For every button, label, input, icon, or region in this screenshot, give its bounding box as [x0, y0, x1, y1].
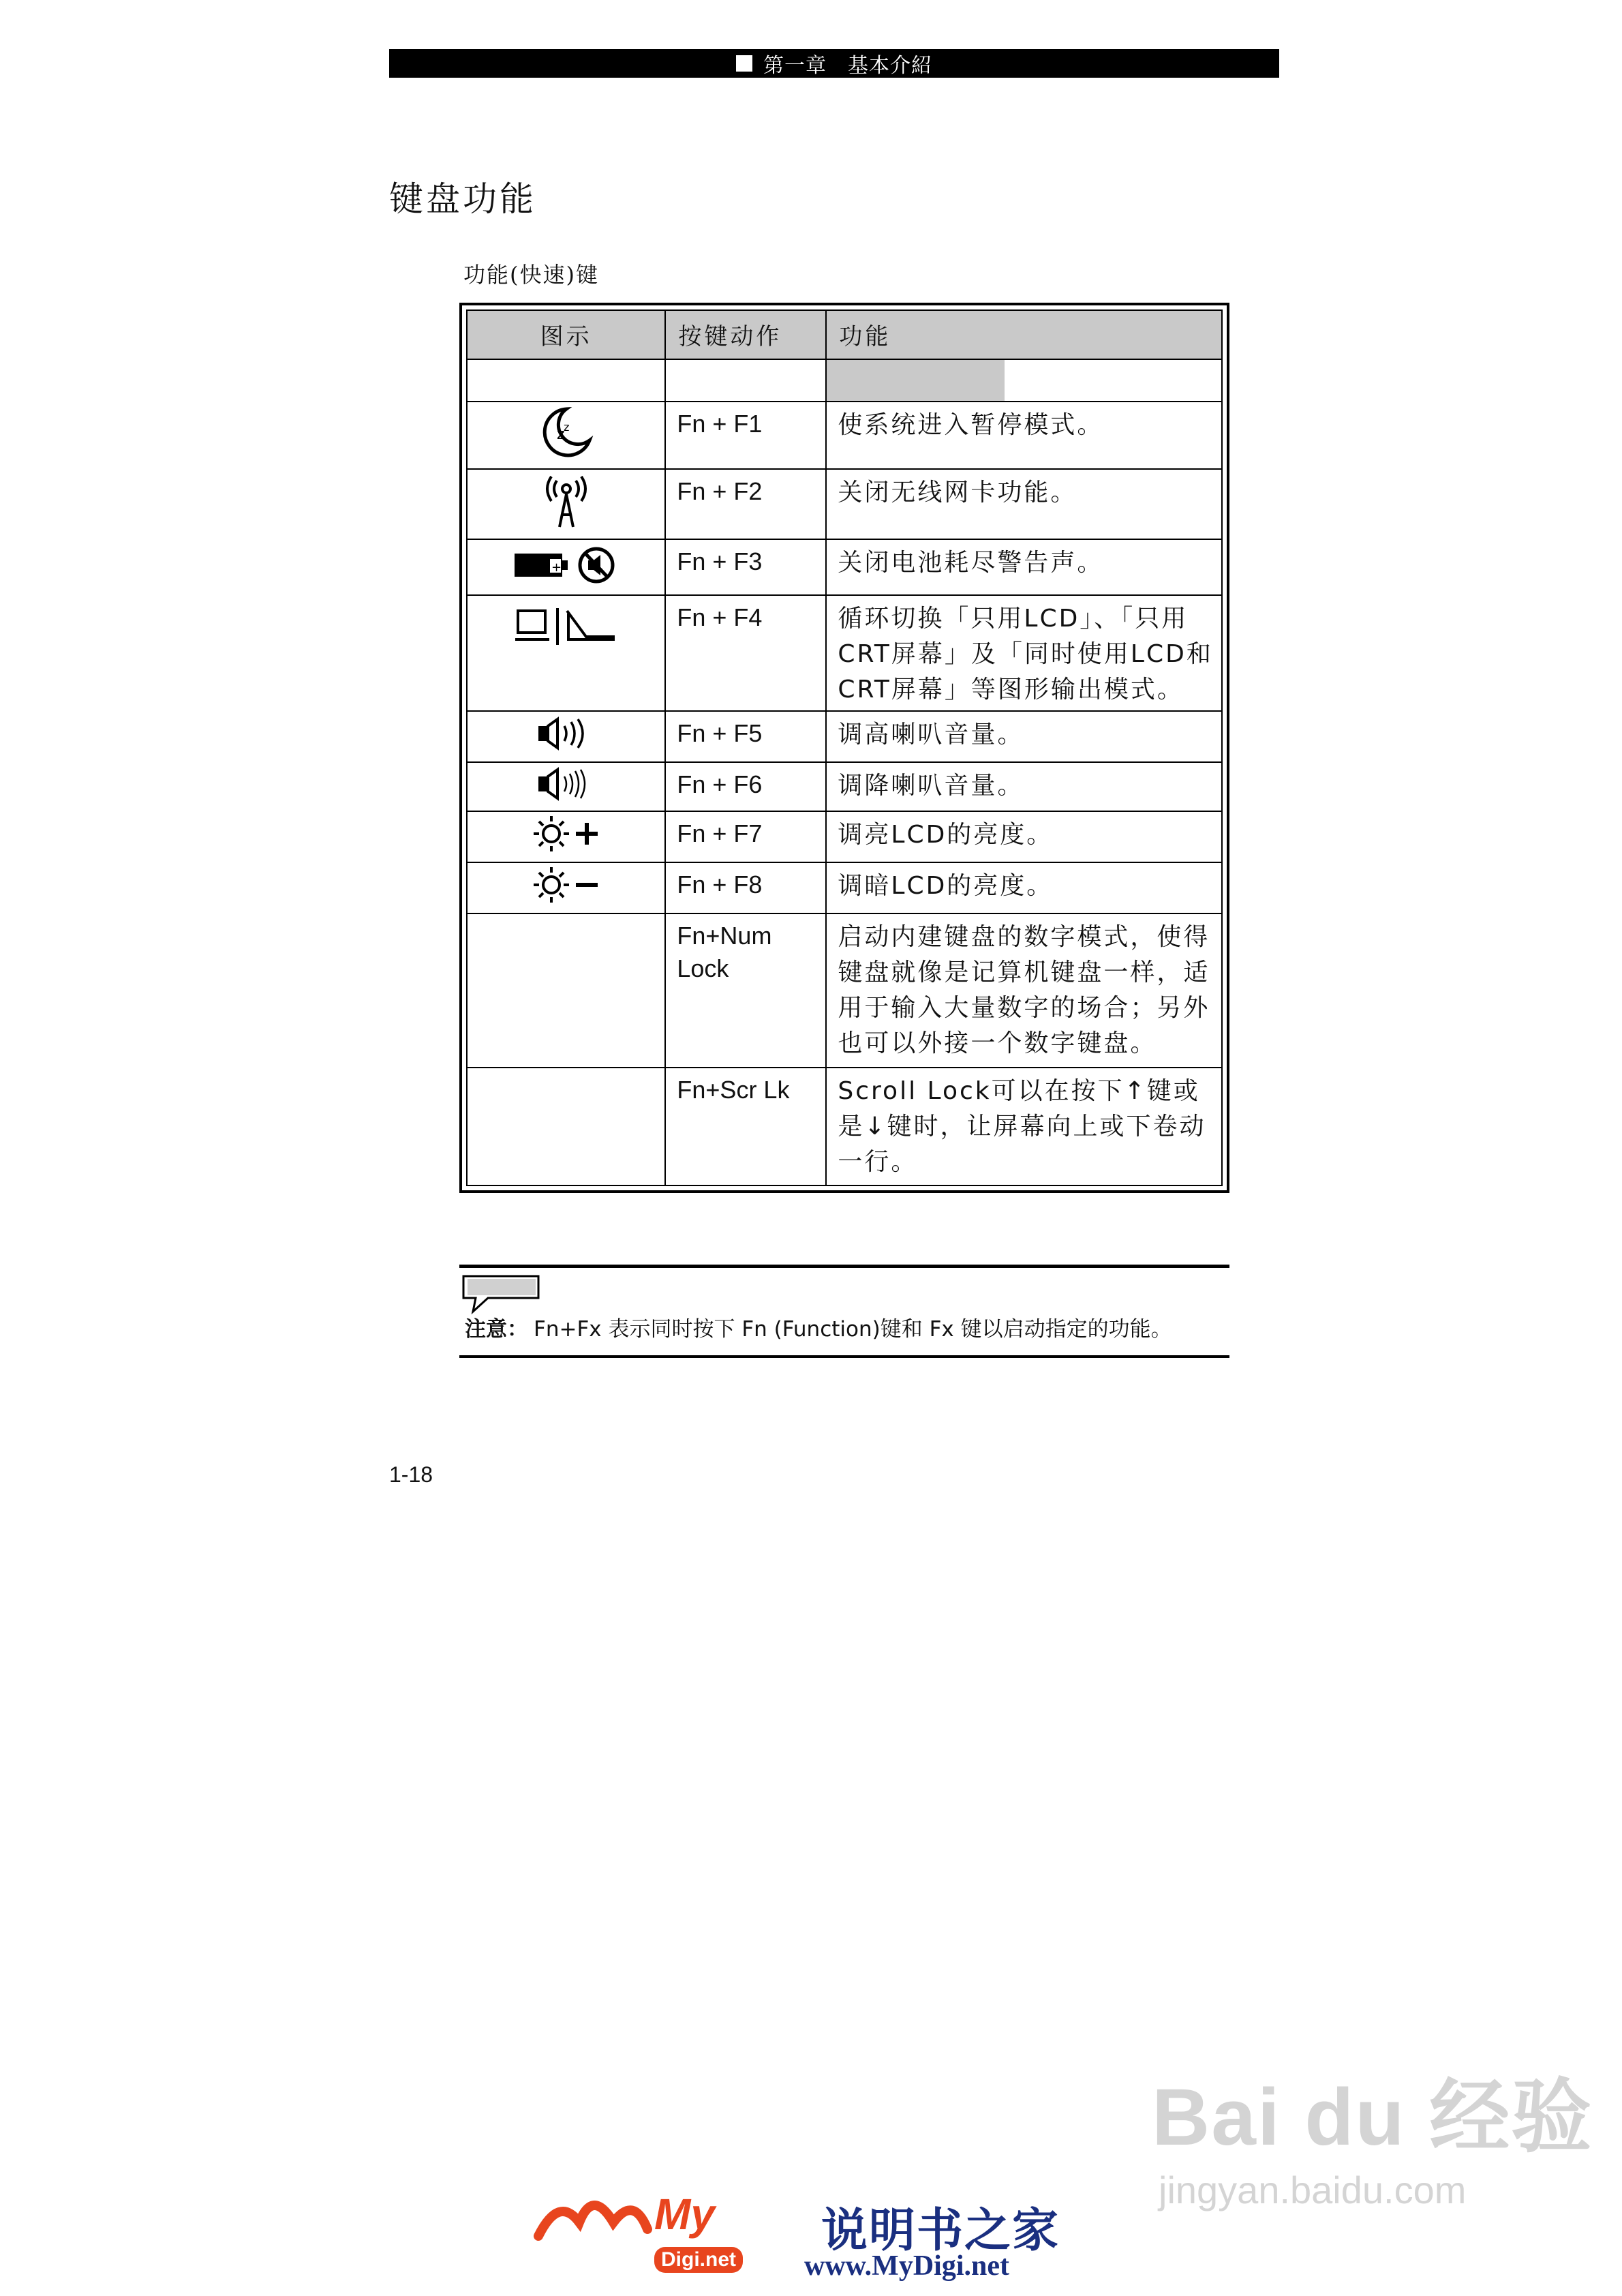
subheader-cell — [826, 359, 1222, 402]
table-row — [467, 595, 1222, 711]
row-desc: 使系统进入暂停模式。 — [826, 402, 1222, 469]
row-icon-cell — [467, 811, 665, 862]
note-box — [459, 1265, 1229, 1358]
hotkey-table-frame — [459, 303, 1229, 1193]
table-row — [467, 913, 1222, 1068]
svg-text:+: + — [551, 560, 562, 575]
row-desc: 调亮LCD的亮度。 — [826, 811, 1222, 862]
mydigi-brand-cn: 说明书之家 — [821, 2203, 1060, 2258]
table-row — [467, 862, 1222, 913]
battery-mute-icon — [512, 544, 621, 585]
svg-text:z: z — [563, 421, 570, 434]
section-subtitle: 功能(快速)键 — [463, 262, 599, 288]
volume-up-icon — [536, 716, 597, 751]
row-icon-cell — [467, 595, 665, 711]
row-key: Fn+Num Lock — [665, 913, 826, 1068]
row-key: Fn + F2 — [665, 469, 826, 539]
row-icon-cell — [467, 469, 665, 539]
note-label: 注意： — [465, 1317, 528, 1342]
row-desc: 关闭电池耗尽警告声。 — [826, 539, 1222, 595]
row-desc: 启动内建键盘的数字模式，使得键盘就像是记算机键盘一样，适用于输入大量数字的场合；另外也可以外接一个数字键盘。 — [826, 913, 1222, 1068]
brightness-up-icon — [532, 815, 600, 853]
chapter-square-icon — [736, 55, 752, 72]
row-icon-cell — [467, 862, 665, 913]
table-header-row — [467, 310, 1222, 359]
svg-text:z: z — [556, 426, 565, 443]
table-row — [467, 711, 1222, 762]
row-desc: 关闭无线网卡功能。 — [826, 469, 1222, 539]
row-icon-cell — [467, 1068, 665, 1185]
page-title: 键盘功能 — [389, 179, 536, 219]
row-icon-cell — [467, 711, 665, 762]
row-icon-cell — [467, 913, 665, 1068]
page-number: 1-18 — [389, 1462, 433, 1487]
baidu-watermark — [1152, 2052, 1593, 2212]
table-row — [467, 402, 1222, 469]
table-subheader-row — [467, 359, 1222, 402]
row-key: Fn + F1 — [665, 402, 826, 469]
row-key: Fn + F8 — [665, 862, 826, 913]
brightness-down-icon — [532, 866, 600, 904]
row-key: Fn + F6 — [665, 762, 826, 811]
table-row — [467, 811, 1222, 862]
baidu-main-text: Bai du 经验 — [1152, 2072, 1593, 2162]
row-desc: Scroll Lock可以在按下↑键或是↓键时，让屏幕向上或下卷动一行。 — [826, 1068, 1222, 1185]
header-function-col: 功能 — [826, 310, 1222, 359]
hotkey-table — [466, 309, 1223, 1186]
note-body: Fn+Fx 表示同时按下 Fn (Function)键和 Fx 键以启动指定的功能。 — [534, 1317, 1172, 1342]
note-text-line — [465, 1312, 1172, 1342]
table-row — [467, 762, 1222, 811]
subheader-shade — [827, 360, 1004, 401]
row-icon-cell — [467, 762, 665, 811]
logo-text: My — [654, 2190, 715, 2239]
row-key: Fn + F5 — [665, 711, 826, 762]
mydigi-logo-icon — [532, 2181, 777, 2250]
table-row — [467, 469, 1222, 539]
row-key: Fn + F4 — [665, 595, 826, 711]
volume-down-icon — [536, 767, 597, 801]
subheader-cell — [467, 359, 665, 402]
wireless-antenna-icon — [539, 472, 594, 530]
digi-badge: Digi.net — [654, 2247, 743, 2273]
chapter-header-bar — [389, 49, 1279, 78]
row-icon-cell — [467, 402, 665, 469]
mydigi-url: www.MyDigi.net — [804, 2250, 1009, 2282]
row-desc: 调降喇叭音量。 — [826, 762, 1222, 811]
table-row — [467, 1068, 1222, 1185]
row-key: Fn+Scr Lk — [665, 1068, 826, 1185]
header-key-col: 按键动作 — [665, 310, 826, 359]
baidu-url: jingyan.baidu.com — [1159, 2169, 1467, 2211]
note-callout-icon — [461, 1273, 542, 1314]
table-row — [467, 539, 1222, 595]
chapter-title: 第一章 基本介紹 — [763, 54, 932, 78]
row-desc: 调暗LCD的亮度。 — [826, 862, 1222, 913]
row-desc: 调高喇叭音量。 — [826, 711, 1222, 762]
row-icon-cell — [467, 539, 665, 595]
row-desc: 循环切换「只用LCD」、「只用CRT屏幕」及「同时使用LCD和CRT屏幕」等图形输出模式。 — [826, 595, 1222, 711]
header-icon-col: 图示 — [467, 310, 665, 359]
subheader-cell — [665, 359, 826, 402]
row-key: Fn + F7 — [665, 811, 826, 862]
moon-sleep-icon — [539, 405, 594, 459]
row-key: Fn + F3 — [665, 539, 826, 595]
lcd-crt-display-icon — [515, 607, 617, 648]
